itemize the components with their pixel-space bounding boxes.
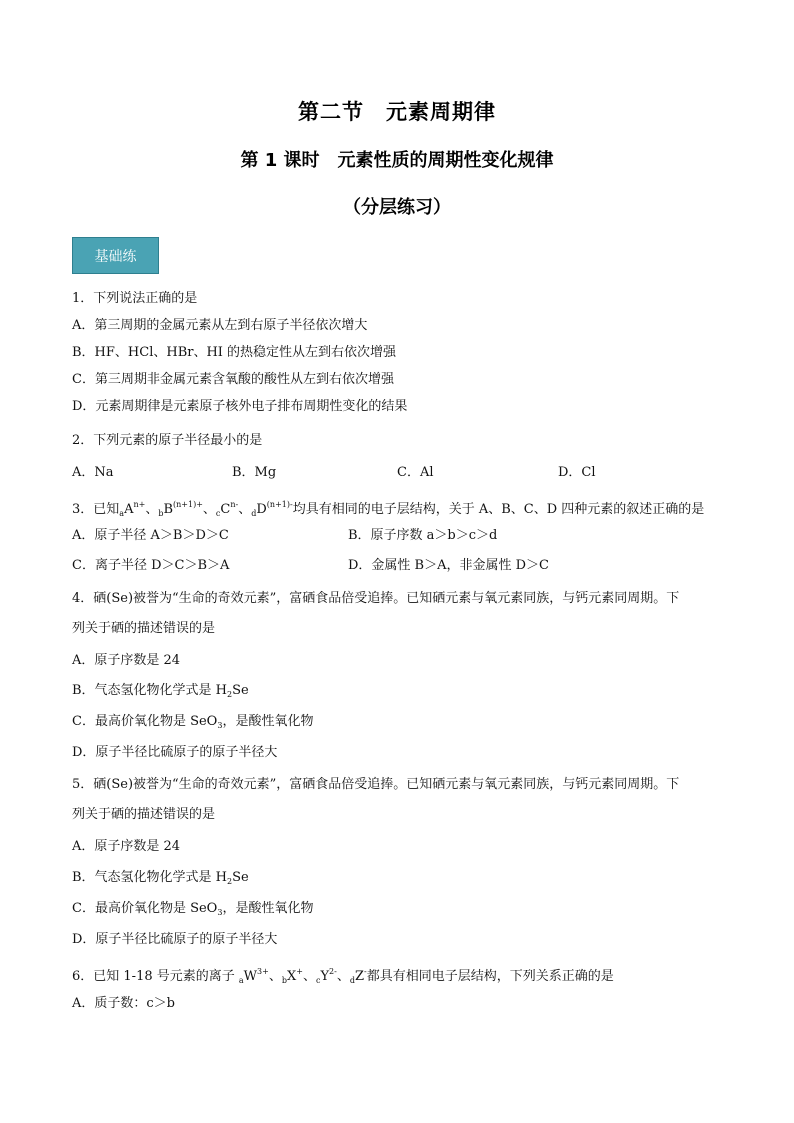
q3-sub-d: d	[251, 509, 257, 518]
q4-option-b	[72, 682, 249, 704]
q3-option-d: D．金属性 B＞A，非金属性 D＞C	[348, 558, 549, 573]
q2-stem: 2．下列元素的原子半径最小的是	[72, 433, 263, 448]
q5-b-text: B．气态氢化物化学式是 H	[72, 870, 228, 885]
q3-sep: 、	[238, 502, 252, 517]
lesson-title: 第 1 课时 元素性质的周期性变化规律	[240, 150, 554, 171]
q6-sub-b: b	[281, 976, 287, 985]
q1-stem: 1．下列说法正确的是	[72, 291, 198, 306]
q4-c-text-end: ，是酸性氧化物	[222, 714, 314, 729]
q3-sub-b: b	[158, 509, 164, 518]
q2-option-c: C．Al	[397, 465, 434, 480]
q1-option-a: A．第三周期的金属元素从左到右原子半径依次增大	[72, 318, 368, 333]
q3-sup-b: (n+1)+	[173, 500, 203, 509]
section-title: 第二节 元素周期律	[298, 100, 496, 124]
q6-Z: Z	[354, 969, 365, 984]
q5-stem-line2: 列关于硒的描述错误的是	[72, 807, 216, 822]
q3-A: A	[124, 502, 134, 517]
q6-W: W	[243, 969, 258, 984]
q5-option-d: D．原子半径比硫原子的原子半径大	[72, 932, 278, 947]
q5-option-b	[72, 869, 249, 891]
q3-D: D	[256, 502, 267, 517]
q3-option-b: B．原子序数 a＞b＞c＞d	[348, 528, 498, 543]
q3-stem	[72, 496, 704, 523]
q1-option-b: B．HF、HCl、HBr、HI 的热稳定性从左到右依次增强	[72, 345, 397, 360]
badge-label: 基础练	[94, 248, 137, 265]
q4-stem-line1: 4．硒(Se)被誉为“生命的奇效元素”，富硒食品倍受追捧。已知硒元素与氧元素同族，与钙元素同周期。下	[72, 591, 680, 606]
q3-sup-d: (n+1)-	[266, 500, 293, 509]
q4-b-text-end: Se	[232, 683, 249, 698]
q6-sup-x: +	[296, 967, 303, 976]
practice-subtitle: （分层练习）	[343, 197, 451, 218]
q6-text: 6．已知 1-18 号元素的离子	[72, 969, 239, 984]
q4-option-a: A．原子序数是 24	[72, 653, 181, 668]
q4-b-text: B．气态氢化物化学式是 H	[72, 683, 228, 698]
q6-option-a: A．质子数：c＞b	[72, 996, 175, 1011]
q6-sup-y: 2-	[329, 967, 337, 976]
q4-c-text: C．最高价氧化物是 SeO	[72, 714, 218, 729]
q5-b-text-end: Se	[232, 870, 249, 885]
basic-practice-badge	[72, 237, 159, 274]
q3-C: C	[220, 502, 231, 517]
q5-stem-line1: 5．硒(Se)被誉为“生命的奇效元素”，富硒食品倍受追捧。已知硒元素与氧元素同族，与钙元素同周期。下	[72, 777, 680, 792]
q6-X: X	[286, 969, 297, 984]
q6-text-rest: 都具有相同电子层结构，下列关系正确的是	[366, 969, 614, 984]
q5-option-c	[72, 900, 313, 922]
q3-option-c: C．离子半径 D＞C＞B＞A	[72, 558, 230, 573]
q3-sub-a: a	[119, 509, 125, 518]
q6-sep: 、	[336, 969, 350, 984]
q6-sub-c: c	[315, 976, 321, 985]
q3-sep: 、	[202, 502, 216, 517]
q3-sup-c: n-	[230, 500, 239, 509]
q5-c-text: C．最高价氧化物是 SeO	[72, 901, 218, 916]
q3-sep: 、	[145, 502, 159, 517]
q5-c-subscript: 3	[217, 908, 223, 917]
q3-text: 3．已知	[72, 502, 120, 517]
q2-option-b: B．Mg	[232, 465, 277, 480]
q6-sub-d: d	[349, 976, 355, 985]
q1-option-d: D．元素周期律是元素原子核外电子排布周期性变化的结果	[72, 399, 408, 414]
q3-text-rest: 均具有相同的电子层结构，关于 A、B、C、D 四种元素的叙述正确的是	[292, 502, 705, 517]
q1-option-c: C．第三周期非金属元素含氧酸的酸性从左到右依次增强	[72, 372, 394, 387]
q5-b-subscript: 2	[227, 877, 233, 886]
q4-option-c	[72, 713, 313, 735]
q6-sep: 、	[268, 969, 282, 984]
q6-stem	[72, 963, 614, 990]
q6-sup-z: -	[364, 967, 367, 976]
q3-sup-a: n+	[133, 500, 146, 509]
q6-Y: Y	[320, 969, 330, 984]
q5-option-a: A．原子序数是 24	[72, 839, 181, 854]
q6-sup-w: 3+	[257, 967, 269, 976]
q4-option-d: D．原子半径比硫原子的原子半径大	[72, 745, 278, 760]
q4-b-subscript: 2	[227, 690, 233, 699]
q2-option-a: A．Na	[72, 465, 114, 480]
q6-sub-a: a	[238, 976, 244, 985]
q3-B: B	[163, 502, 174, 517]
q2-option-d: D．Cl	[558, 465, 596, 480]
q3-option-a: A．原子半径 A＞B＞D＞C	[72, 528, 229, 543]
q4-stem-line2: 列关于硒的描述错误的是	[72, 621, 216, 636]
q3-sub-c: c	[215, 509, 221, 518]
q6-sep: 、	[302, 969, 316, 984]
q4-c-subscript: 3	[217, 721, 223, 730]
q5-c-text-end: ，是酸性氧化物	[222, 901, 314, 916]
